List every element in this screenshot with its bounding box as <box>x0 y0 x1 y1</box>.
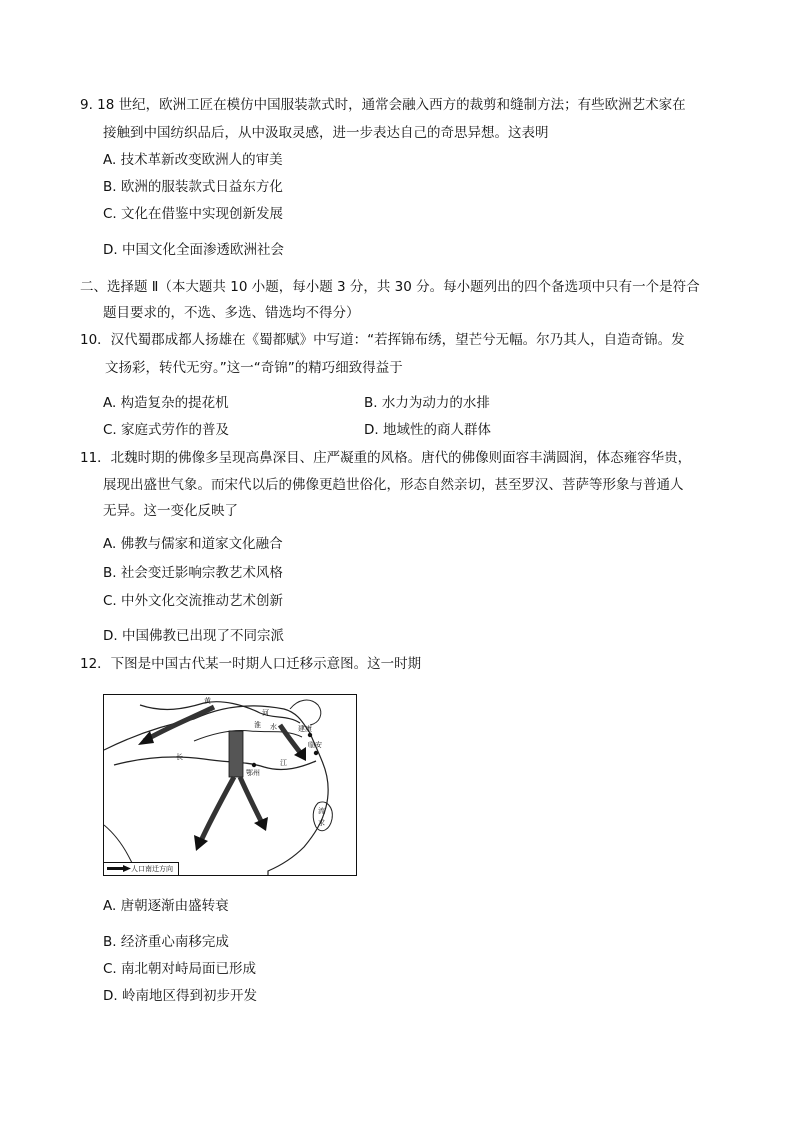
label-ezhou: 鄂州 <box>246 769 260 777</box>
label-he: 河 <box>262 709 269 717</box>
label-jiang: 江 <box>280 759 287 767</box>
arrow-head-west <box>138 731 154 745</box>
q9-option-b[interactable]: B. 欧洲的服装款式日益东方化 <box>103 179 283 195</box>
label-huang: 黄 <box>204 697 211 705</box>
q9-stem-line1: 9. 18 世纪，欧洲工匠在模仿中国服装款式时，通常会融入西方的裁剪和缝制方法；有些欧洲艺术家在 <box>80 97 686 113</box>
q12-option-c[interactable]: C. 南北朝对峙局面已形成 <box>103 961 257 977</box>
migration-arrow-west <box>144 707 214 741</box>
label-linan: 临安 <box>308 741 322 749</box>
coastline <box>104 706 328 875</box>
q9-option-a[interactable]: A. 技术革新改变欧洲人的审美 <box>103 152 283 168</box>
label-liu: 流 <box>318 807 325 815</box>
northern-coast <box>290 700 321 725</box>
q9-option-c[interactable]: C. 文化在借鉴中实现创新发展 <box>103 206 284 222</box>
section2-heading-line2: 题目要求的，不选、多选、错选均不得分） <box>103 305 360 321</box>
q11-option-d[interactable]: D. 中国佛教已出现了不同宗派 <box>103 628 284 644</box>
q9-option-d[interactable]: D. 中国文化全面渗透欧洲社会 <box>103 242 284 258</box>
q11-stem-line1: 11．北魏时期的佛像多呈现高鼻深目、庄严凝重的风格。唐代的佛像则面容丰满圆润，体态雍容华贵， <box>80 450 692 466</box>
yellow-river <box>140 702 300 723</box>
q11-option-c[interactable]: C. 中外文化交流推动艺术创新 <box>103 593 284 609</box>
city-ezhou-marker <box>252 763 256 767</box>
q12-stem-line1: 12．下图是中国古代某一时期人口迁移示意图。这一时期 <box>80 656 422 672</box>
migration-arrow-southeast <box>240 777 262 823</box>
q12-option-a[interactable]: A. 唐朝逐渐由盛转衰 <box>103 898 229 914</box>
label-qiu: 求 <box>318 819 325 827</box>
q12-option-d[interactable]: D. 岭南地区得到初步开发 <box>103 988 257 1004</box>
label-jiankang: 建康 <box>298 725 312 733</box>
population-migration-map <box>103 694 357 876</box>
map-drawing <box>104 695 356 875</box>
city-linan-marker <box>314 751 318 755</box>
q11-option-a[interactable]: A. 佛教与儒家和道家文化融合 <box>103 536 283 552</box>
q10-option-d[interactable]: D. 地域性的商人群体 <box>364 422 491 438</box>
q10-option-a[interactable]: A. 构造复杂的提花机 <box>103 395 229 411</box>
label-chang: 长 <box>176 753 183 761</box>
migration-arrows <box>138 707 306 851</box>
q11-option-b[interactable]: B. 社会变迁影响宗教艺术风格 <box>103 565 283 581</box>
q10-option-b[interactable]: B. 水力为动力的水排 <box>364 395 490 411</box>
legend-text: 人口南迁方向 <box>131 865 173 873</box>
q11-stem-line3: 无异。这一变化反映了 <box>103 503 238 519</box>
q10-option-c[interactable]: C. 家庭式劳作的普及 <box>103 422 230 438</box>
q12-option-b[interactable]: B. 经济重心南移完成 <box>103 934 229 950</box>
map-legend <box>104 862 179 875</box>
legend-arrow-icon <box>107 865 131 872</box>
section2-heading-line1: 二、选择题 Ⅱ（本大题共 10 小题，每小题 3 分，共 30 分。每小题列出的四个备选项中只有一个是符合 <box>80 279 700 295</box>
q10-stem-line2: 文扬彩，转代无穷。”这一“奇锦”的精巧细致得益于 <box>105 360 403 376</box>
label-huai: 淮 <box>254 721 261 729</box>
migration-arrow-central-stem <box>229 731 243 777</box>
label-shui: 水 <box>270 723 277 731</box>
q9-stem-line2: 接触到中国纺织品后，从中汲取灵感，进一步表达自己的奇思异想。这表明 <box>103 125 549 141</box>
q11-stem-line2: 展现出盛世气象。而宋代以后的佛像更趋世俗化，形态自然亲切，甚至罗汉、菩萨等形象与普通人 <box>103 477 684 493</box>
city-jiankang-marker <box>308 733 312 737</box>
q10-stem-line1: 10．汉代蜀郡成都人扬雄在《蜀都赋》中写道：“若挥锦布绣，望芒兮无幅。尔乃其人，自造奇锦。发 <box>80 332 685 348</box>
migration-arrow-southwest <box>200 777 234 843</box>
